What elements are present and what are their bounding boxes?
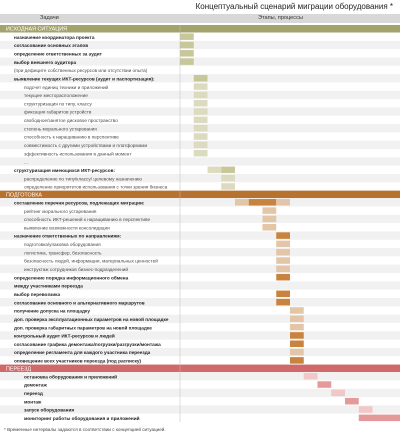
gantt-bar (221, 175, 235, 182)
task-label: выявление текущих ИКТ-ресурсов (аудит и паспортизация): (14, 76, 155, 82)
task-label: доп. проверка эксплуатационных параметров на новой площадке (14, 316, 169, 322)
task-label: определение регламента для каждого участника переезда (14, 350, 151, 356)
task-label: рейтинг морального устаревания (24, 208, 97, 214)
task-label: запуск оборудования (24, 407, 75, 413)
task-label: структуризация по типу, классу (24, 101, 92, 107)
task-label: демонтаж (24, 382, 47, 388)
row-stripe (0, 157, 400, 165)
task-label: степень морального устаревания (24, 126, 97, 132)
gantt-bar (304, 373, 318, 380)
gantt-bar (345, 398, 359, 405)
section-title: ПОДГОТОВКА (6, 192, 42, 199)
gantt-bar (276, 257, 290, 264)
gantt-bar (194, 150, 208, 157)
gantt-bar (194, 108, 208, 115)
gantt-bar (235, 199, 249, 206)
task-label: оповещение всех участников переезда (под расписку) (14, 358, 141, 364)
task-label: монтаж (24, 399, 42, 405)
task-label: безопасность людей, информации, материальных ценностей (24, 258, 158, 264)
section-band (0, 191, 400, 199)
task-label: фиксация габаритов устройств (24, 109, 92, 115)
gantt-bar (249, 199, 277, 206)
gantt-bar (276, 232, 290, 239)
section-title: ПЕРЕЕЗД (6, 366, 32, 373)
task-label: совместимость с другими устройствами и платформами (24, 143, 148, 149)
task-label: мониторинг работы оборудования и приложений (24, 416, 140, 421)
task-label: составление перечня ресурсов, подлежащих миграции: (14, 200, 145, 206)
task-label: определение ответственных за аудит (14, 51, 102, 57)
task-label: распределение по типу/классу/ целевому назначению (24, 176, 142, 182)
task-label: свободное/занятое дисковое пространство (24, 118, 118, 124)
task-label: способность ИКТ-решений к наращиванию в перспективе (24, 217, 151, 223)
gantt-bar (276, 249, 290, 256)
gantt-bar (290, 349, 304, 356)
task-label: инструктаж сотрудников бизнес-подразделений (24, 267, 128, 273)
gantt-bar (263, 207, 277, 214)
gantt-bar (263, 216, 277, 223)
task-label: согласование основных этапов (14, 43, 89, 49)
section-band (0, 365, 400, 373)
gantt-bar (180, 58, 194, 65)
tasks-column-header: Задачи (40, 15, 59, 21)
gantt-bar (331, 390, 345, 397)
gantt-bar (221, 167, 235, 174)
gantt-bar (359, 406, 373, 413)
gantt-bar (194, 100, 208, 107)
task-label: структуризация имеющихся ИКТ-ресурсов: (14, 167, 116, 173)
gantt-bar (194, 92, 208, 99)
task-label: остановка оборудования и приложений (24, 374, 118, 380)
task-label: контрольный аудит ИКТ-ресурсов и людей (14, 333, 115, 339)
gantt-bar (276, 241, 290, 248)
task-label: переезд (24, 391, 43, 397)
gantt-bar (194, 133, 208, 140)
task-label: эффективность использования в данный момент (24, 151, 132, 157)
task-label: выбор внешнего аудитора (14, 59, 77, 65)
chart-title: Концептуальный сценарий миграции оборудования * (195, 2, 393, 11)
task-label: подсчет единиц техники и приложений (24, 84, 109, 90)
gantt-bar (194, 142, 208, 149)
task-label: подготовка/упаковка оборудования (24, 242, 101, 248)
gantt-bar (276, 291, 290, 298)
gantt-bar (194, 117, 208, 124)
task-label: назначение координатора проекта (14, 34, 95, 40)
gantt-bar (290, 316, 304, 323)
gantt-bar (290, 307, 304, 314)
gantt-bar (194, 125, 208, 132)
task-label: получение допуска на площадку (14, 308, 90, 314)
section-title: ИСХОДНАЯ СИТУАЦИЯ (6, 26, 67, 33)
gantt-bar (180, 42, 194, 49)
gantt-bar (290, 357, 304, 364)
gantt-bar (318, 381, 332, 388)
gantt-bar (276, 199, 290, 206)
task-label: между участниками переезда (14, 283, 83, 289)
task-label: назначение ответственных по направлениям: (14, 233, 122, 239)
gantt-bar (221, 183, 235, 190)
stages-column-header: Этапы, процессы (258, 15, 303, 21)
gantt-bar (194, 83, 208, 90)
task-label: текущее месторасположение (24, 93, 88, 99)
task-label: (при дефиците собственных ресурсов или отсутствии опыта) (14, 68, 148, 74)
gantt-bar (276, 266, 290, 273)
gantt-bar (194, 75, 208, 82)
task-label: способность к наращиванию в перспективе (24, 134, 119, 140)
task-label: согласование основного и альтернативного маршрутов (14, 300, 145, 306)
task-label: выбор перевозчика (14, 291, 61, 297)
gantt-bar (263, 224, 277, 231)
task-label: доп. проверка габаритных параметров на новой площадке (14, 325, 152, 331)
gantt-bar (180, 33, 194, 40)
task-label: ... (24, 159, 28, 165)
task-label: логистика, трансфер, безопасность (24, 250, 102, 256)
task-label: определение порядка информационного обмена (14, 275, 129, 281)
task-label: выявление возможности консолидации (24, 225, 110, 231)
gantt-bar (180, 50, 194, 57)
gantt-bar (208, 167, 222, 174)
footnote: * Временные интервалы задаются в соответствии с концепцией ситуацией. (4, 427, 166, 432)
gantt-bar (276, 274, 290, 281)
gantt-bar (290, 332, 304, 339)
task-label: согласование графика демонтажа/погрузки/разгрузки/монтажа (14, 341, 161, 347)
gantt-bar (290, 324, 304, 331)
task-label: определение приоритетов использования с точки зрения бизнеса (24, 184, 168, 190)
gantt-bar (290, 341, 304, 348)
gantt-bar (359, 415, 400, 422)
gantt-bar (276, 299, 290, 306)
